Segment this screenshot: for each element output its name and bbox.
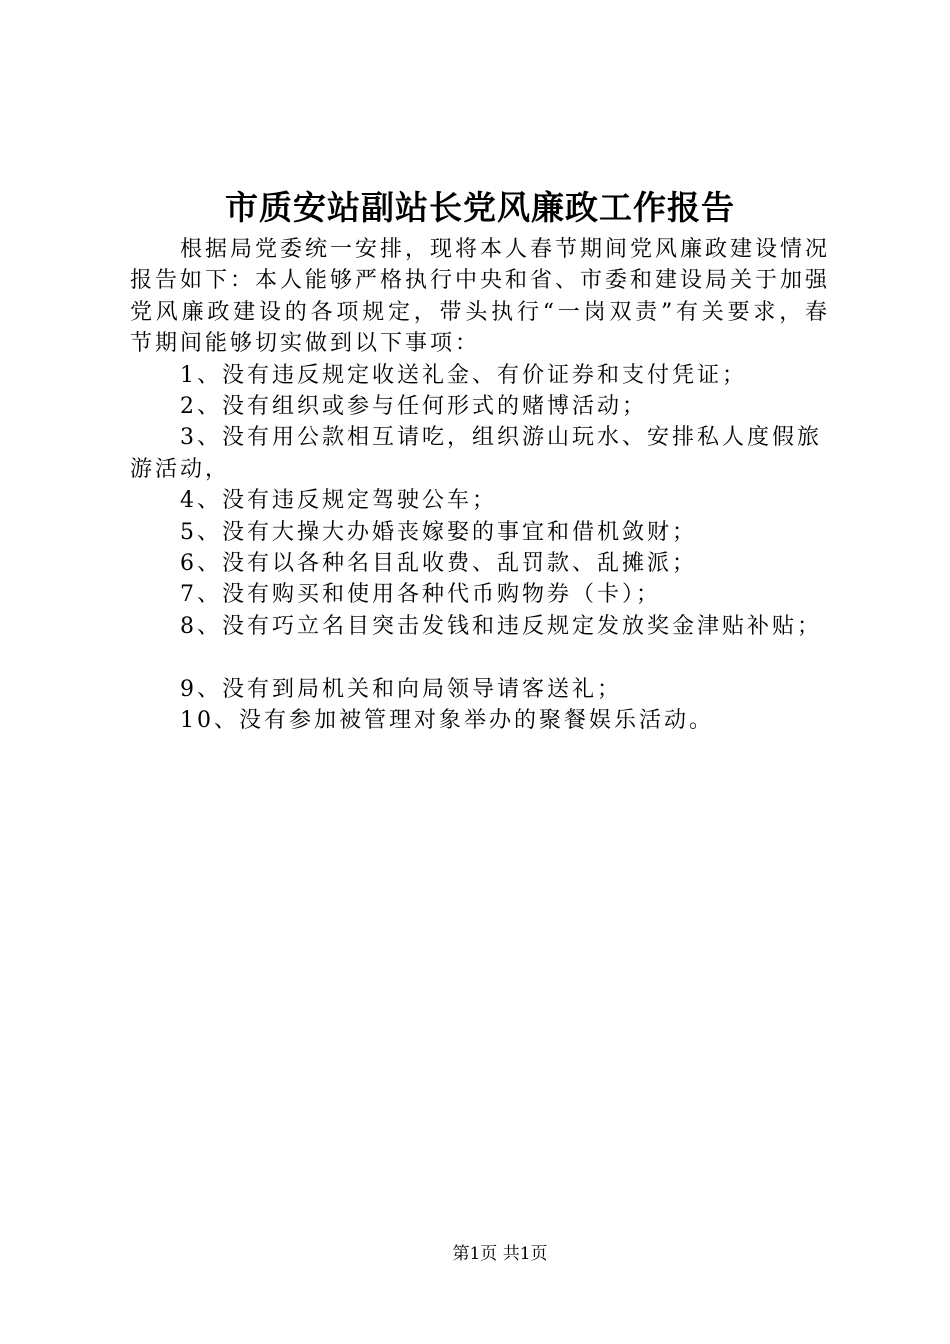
document-title: 市质安站副站长党风廉政工作报告 bbox=[225, 188, 735, 227]
page-footer: 第1页 共1页 bbox=[452, 1244, 548, 1264]
blank-line bbox=[130, 642, 830, 673]
list-item-3: 3、没有用公款相互请吃，组织游山玩水、安排私人度假旅游活动， bbox=[130, 425, 822, 482]
list-item-6: 6、没有以各种名目乱收费、乱罚款、乱摊派； bbox=[180, 551, 697, 577]
list-item-2: 2、没有组织或参与任何形式的赌博活动； bbox=[180, 394, 647, 420]
list-item-10: 10、没有参加被管理对象举办的聚餐娱乐活动。 bbox=[180, 708, 714, 734]
list-item-1: 1、没有违反规定收送礼金、有价证券和支付凭证； bbox=[180, 362, 747, 388]
list-item-8: 8、没有巧立名目突击发钱和违反规定发放奖金津贴补贴； bbox=[180, 613, 822, 639]
document-body bbox=[130, 234, 830, 736]
list-item-7: 7、没有购买和使用各种代币购物券（卡）； bbox=[180, 582, 661, 608]
intro-paragraph: 根据局党委统一安排，现将本人春节期间党风廉政建设情况报告如下：本人能够严格执行中央和省、市委和建设局关于加强党风廉政建设的各项规定，带头执行“一岗双责”有关要求，春节期间能够切实做到以下事项： bbox=[130, 237, 831, 357]
list-item-5: 5、没有大操大办婚丧嫁娶的事宜和借机敛财； bbox=[180, 519, 697, 545]
list-item-9: 9、没有到局机关和向局领导请客送礼； bbox=[180, 676, 622, 702]
list-item-4: 4、没有违反规定驾驶公车； bbox=[180, 488, 497, 514]
